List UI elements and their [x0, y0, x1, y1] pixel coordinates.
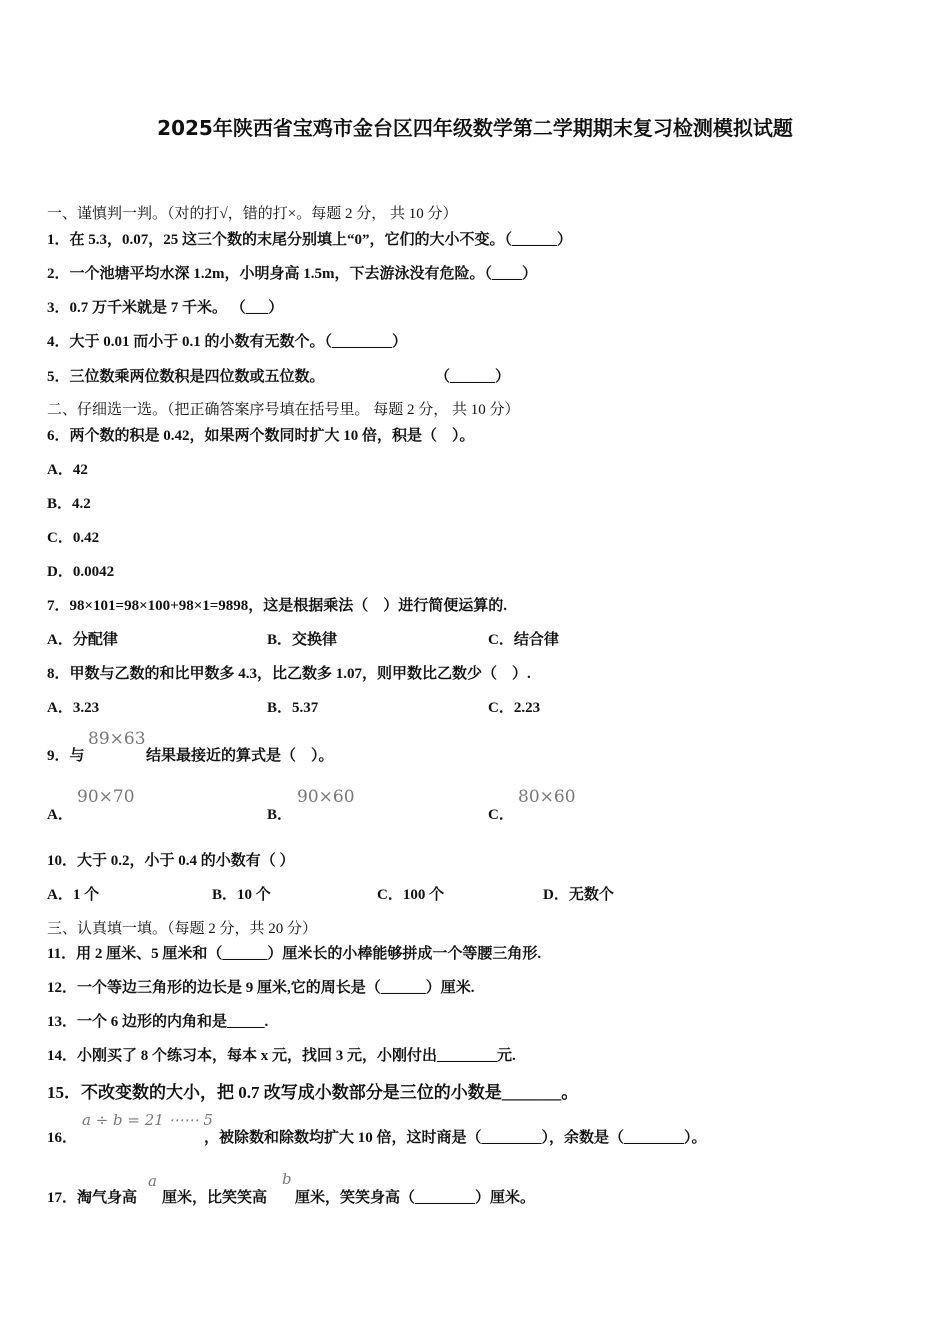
- question-7: 7．98×101=98×100+98×1=9898，这是根据乘法（ ）进行简便运算的.: [47, 598, 508, 614]
- page-title: 2025年陕西省宝鸡市金台区四年级数学第二学期期末复习检测模拟试题: [157, 116, 793, 140]
- question-10: 10．大于 0.2，小于 0.4 的小数有（ ）: [47, 853, 295, 869]
- question-8: 8．甲数与乙数的和比甲数多 4.3，比乙数多 1.07，则甲数比乙数少（ ）.: [47, 666, 531, 682]
- question-8-option-b: B．5.37: [267, 700, 319, 716]
- question-10-option-c: C．100 个: [377, 887, 445, 903]
- question-17-part-1: 17．淘气身高: [47, 1190, 138, 1206]
- question-15: 15．不改变数的大小，把 0.7 改写成小数部分是三位的小数是_______。: [47, 1083, 579, 1102]
- question-6-option-c: C．0.42: [47, 530, 100, 546]
- question-12: 12．一个等边三角形的边长是 9 厘米,它的周长是（______）厘米.: [47, 980, 475, 996]
- section-3-heading: 三、认真填一填。（每题 2 分，共 20 分）: [47, 921, 318, 937]
- question-4: 4．大于 0.01 而小于 0.1 的小数有无数个。（________）: [47, 334, 408, 350]
- question-16-text: ，被除数和除数均扩大 10 倍，这时商是（________），余数是（________）。: [204, 1130, 707, 1146]
- question-5-blank: （______）: [435, 369, 511, 385]
- question-9-option-a-math: 90×70: [77, 787, 135, 807]
- question-9-math: 89×63: [88, 729, 146, 749]
- question-9-prefix: 9．与: [47, 748, 85, 764]
- question-9-option-c-math: 80×60: [518, 787, 576, 807]
- question-13: 13．一个 6 边形的内角和是_____.: [47, 1014, 269, 1030]
- question-17-part-3: 厘米，笑笑身高（________）厘米。: [295, 1190, 536, 1206]
- question-5: 5．三位数乘两位数积是四位数或五位数。: [47, 369, 325, 385]
- question-6-option-a: A．42: [47, 462, 88, 478]
- question-2: 2．一个池塘平均水深 1.2m，小明身高 1.5m，下去游泳没有危险。（____）: [47, 266, 537, 282]
- question-6-option-b: B．4.2: [47, 496, 91, 512]
- question-7-option-c: C．结合律: [488, 632, 559, 648]
- question-11: 11．用 2 厘米、5 厘米和（______）厘米长的小棒能够拼成一个等腰三角形.: [47, 946, 542, 962]
- question-16-prefix: 16．: [47, 1130, 78, 1146]
- question-6: 6．两个数的积是 0.42，如果两个数同时扩大 10 倍，积是（ ）。: [47, 428, 475, 444]
- question-9-option-c-label: C．: [488, 807, 514, 823]
- question-3: 3．0.7 万千米就是 7 千米。 （___）: [47, 300, 284, 316]
- question-14: 14．小刚买了 8 个练习本，每本 x 元，找回 3 元，小刚付出________元.: [47, 1048, 516, 1064]
- question-9-option-a-label: A．: [47, 807, 73, 823]
- question-17-part-2: 厘米，比笑笑高: [162, 1190, 268, 1206]
- question-10-option-a: A．1 个: [47, 887, 100, 903]
- section-1-heading: 一、谨慎判一判。（对的打√，错的打×。每题 2 分， 共 10 分）: [47, 206, 458, 222]
- question-9-option-b-math: 90×60: [297, 787, 355, 807]
- question-7-option-a: A．分配律: [47, 632, 118, 648]
- question-8-option-a: A．3.23: [47, 700, 100, 716]
- question-16-math: a ÷ b = 21 ⋯⋯ 5: [82, 1111, 213, 1129]
- question-8-option-c: C．2.23: [488, 700, 541, 716]
- section-2-heading: 二、仔细选一选。（把正确答案序号填在括号里。 每题 2 分， 共 10 分）: [47, 402, 520, 418]
- question-6-option-d: D．0.0042: [47, 564, 115, 580]
- question-10-option-d: D．无数个: [543, 887, 614, 903]
- question-9-suffix: 结果最接近的算式是（ ）。: [146, 748, 334, 764]
- question-10-option-b: B．10 个: [212, 887, 271, 903]
- question-17-variable-a: a: [148, 1172, 157, 1190]
- question-17-variable-b: b: [282, 1170, 292, 1188]
- question-9-option-b-label: B．: [267, 807, 293, 823]
- question-1: 1．在 5.3，0.07，25 这三个数的末尾分别填上“0”，它们的大小不变。（______）: [47, 232, 573, 248]
- question-7-option-b: B．交换律: [267, 632, 338, 648]
